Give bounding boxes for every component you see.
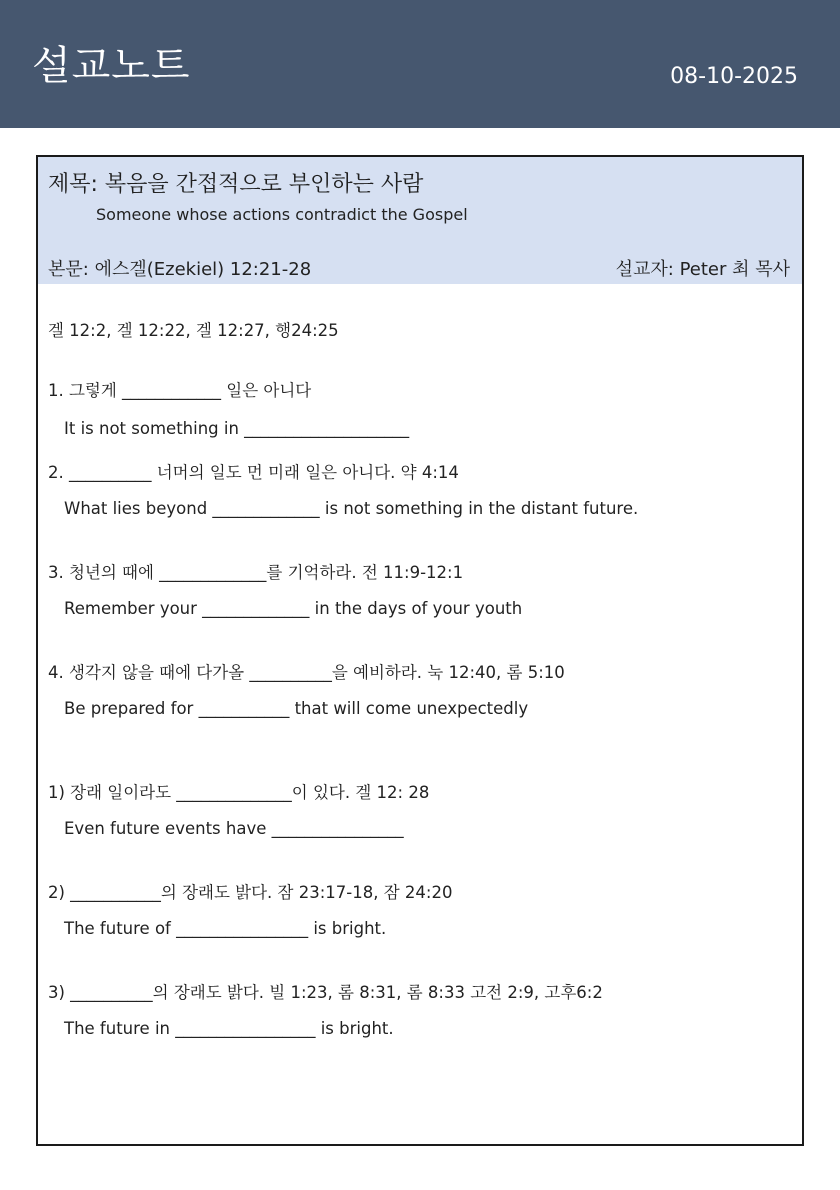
subpoint-1-korean: 1) 장래 일이라도 ______________이 있다. 겔 12: 28 [48,783,430,802]
sermon-subtitle: Someone whose actions contradict the Gospel [96,205,468,224]
point-3-korean: 3. 청년의 때에 _____________를 기억하라. 전 11:9-12:1 [48,563,464,582]
point-1-korean: 1. 그렇게 ____________ 일은 아니다 [48,381,312,400]
subpoint-3-english: The future in _________________ is bright. [64,1019,394,1038]
sermon-date: 08-10-2025 [670,64,798,89]
header-bar [0,0,840,128]
sermon-info-panel [38,157,802,284]
passage-label: 본문: [48,259,95,280]
subpoint-2-korean: 2) ___________의 장래도 밝다. 잠 23:17-18, 잠 24:20 [48,883,453,902]
preacher-label: 설교자: [615,259,680,280]
subpoint-3-korean: 3) __________의 장래도 밝다. 빌 1:23, 롬 8:31, 롬 8:33 고전 2:9, 고후6:2 [48,983,603,1002]
point-4-english: Be prepared for ___________ that will come unexpectedly [64,699,529,718]
scripture-passage: 에스겔(Ezekiel) 12:21-28 [94,259,312,280]
sermon-note-card [36,155,804,1146]
reference-list: 겔 12:2, 겔 12:22, 겔 12:27, 행24:25 [48,321,339,340]
preacher-name: Peter 최 목사 [679,259,790,280]
title-label: 제목: [48,172,105,197]
point-2-english: What lies beyond _____________ is not something in the distant future. [64,499,639,518]
point-3-english: Remember your _____________ in the days of your youth [64,599,523,618]
scripture-passage-row [48,255,311,281]
page-title: 설교노트 [32,43,191,89]
subpoint-1-english: Even future events have ________________ [64,819,404,838]
point-4-korean: 4. 생각지 않을 때에 다가올 __________을 예비하라. 눅 12:40, 롬 5:10 [48,663,565,682]
point-1-english: It is not something in ____________________ [64,419,410,438]
preacher-row [616,255,790,281]
point-2-korean: 2. __________ 너머의 일도 먼 미래 일은 아니다. 약 4:14 [48,463,459,482]
subpoint-2-english: The future of ________________ is bright. [64,919,387,938]
sermon-title-row [48,167,423,198]
sermon-title: 복음을 간접적으로 부인하는 사람 [104,172,424,197]
